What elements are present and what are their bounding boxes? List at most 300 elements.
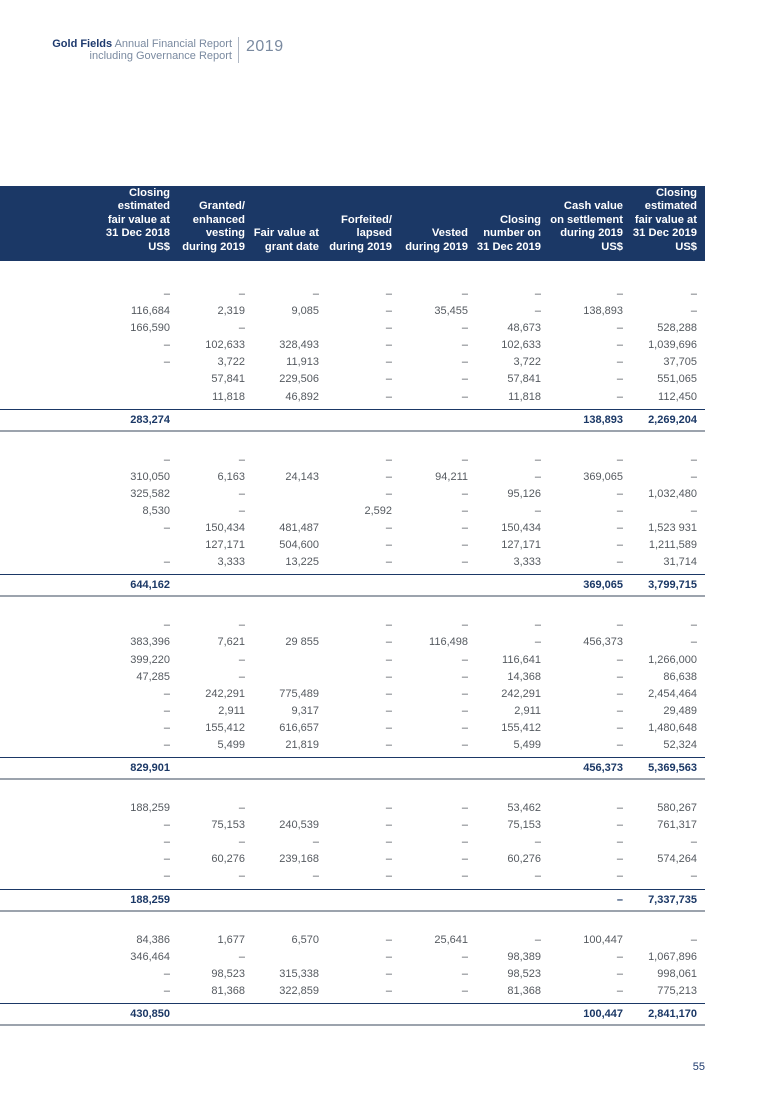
table-cell: – xyxy=(461,950,468,963)
table-cell: – xyxy=(385,687,392,700)
table-cell: 240,539 xyxy=(279,819,319,832)
table-cell: – xyxy=(385,950,392,963)
table-cell: 48,673 xyxy=(507,322,541,335)
group-spacer xyxy=(0,780,705,800)
table-cell: 3,799,715 xyxy=(648,579,697,592)
table-cell: 25,641 xyxy=(434,933,468,946)
table-cell: – xyxy=(616,619,623,632)
table-cell: 75,153 xyxy=(211,819,245,832)
table-cell: – xyxy=(616,522,623,535)
table-cell: 116,641 xyxy=(502,653,541,666)
table-cell: 52,324 xyxy=(663,738,697,751)
table-cell: – xyxy=(616,670,623,683)
table-cell: – xyxy=(238,653,245,666)
table-cell: 5,499 xyxy=(217,738,245,751)
table-cell: – xyxy=(238,453,245,466)
column-header-4: Forfeited/ lapsed during 2019 xyxy=(329,213,392,253)
table-cell: – xyxy=(616,487,623,500)
table-cell: – xyxy=(690,504,697,517)
table-cell: – xyxy=(461,356,468,369)
table-cell: – xyxy=(238,487,245,500)
table-cell: – xyxy=(385,967,392,980)
table-cell: 100,447 xyxy=(583,933,623,946)
table-cell: 127,171 xyxy=(205,539,245,552)
table-cell: 528,288 xyxy=(657,322,697,335)
table-cell: – xyxy=(616,853,623,866)
table-cell: 1,677 xyxy=(217,933,245,946)
table-cell: – xyxy=(616,721,623,734)
table-cell: 81,368 xyxy=(507,984,541,997)
table-cell: – xyxy=(163,453,170,466)
table-cell: – xyxy=(461,687,468,700)
table-cell: – xyxy=(163,721,170,734)
table-cell: – xyxy=(616,704,623,717)
brand-divider xyxy=(238,37,239,63)
table-cell: – xyxy=(690,305,697,318)
table-cell: – xyxy=(238,950,245,963)
table-cell: 84,386 xyxy=(136,933,170,946)
table-cell: 369,065 xyxy=(583,470,623,483)
table-cell: 5,369,563 xyxy=(648,762,697,775)
table-cell: – xyxy=(690,933,697,946)
table-cell: 31,714 xyxy=(663,556,697,569)
table-cell: – xyxy=(385,653,392,666)
table-cell: – xyxy=(238,288,245,300)
table-cell: – xyxy=(238,802,245,815)
table-cell: 37,705 xyxy=(663,356,697,369)
table-cell: – xyxy=(163,339,170,352)
column-header-5: Vested during 2019 xyxy=(405,227,468,253)
table-cell: – xyxy=(385,470,392,483)
table-cell: – xyxy=(616,322,623,335)
table-cell: – xyxy=(163,288,170,300)
table-cell: 580,267 xyxy=(657,802,697,815)
table-header xyxy=(0,186,705,261)
table-cell: 242,291 xyxy=(501,687,541,700)
table-row xyxy=(0,469,705,486)
table-cell: – xyxy=(163,967,170,980)
table-cell: – xyxy=(385,670,392,683)
table-cell: 100,447 xyxy=(583,1007,623,1020)
table-row xyxy=(0,537,705,554)
table-cell: 75,153 xyxy=(507,819,541,832)
table-cell: 188,259 xyxy=(130,893,170,906)
table-cell: – xyxy=(385,933,392,946)
table-cell: – xyxy=(461,738,468,751)
table-cell: – xyxy=(238,322,245,335)
table-row xyxy=(0,669,705,686)
table-cell: 138,893 xyxy=(583,413,623,426)
table-cell: 2,911 xyxy=(514,704,541,717)
table-cell: 242,291 xyxy=(205,687,245,700)
total-row xyxy=(0,889,705,912)
table-cell: – xyxy=(385,836,392,849)
table-cell: – xyxy=(461,670,468,683)
table-cell: 383,396 xyxy=(130,636,170,649)
table-cell: – xyxy=(312,836,319,849)
table-cell: 24,143 xyxy=(285,470,319,483)
table-cell: – xyxy=(385,984,392,997)
table-cell: – xyxy=(385,373,392,386)
table-cell: – xyxy=(163,836,170,849)
table-cell: 2,841,170 xyxy=(648,1007,697,1020)
table-cell: – xyxy=(461,967,468,980)
table-cell: 102,633 xyxy=(501,339,541,352)
table-row xyxy=(0,800,705,817)
table-cell: – xyxy=(690,453,697,466)
table-row xyxy=(0,320,705,337)
page-number: 55 xyxy=(692,1061,705,1073)
table-cell: 57,841 xyxy=(211,373,245,386)
table-row xyxy=(0,851,705,868)
table-cell: – xyxy=(163,984,170,997)
table-cell: 775,213 xyxy=(657,984,697,997)
table-cell: – xyxy=(690,470,697,483)
table-cell: – xyxy=(690,619,697,632)
table-cell: 11,818 xyxy=(212,390,245,403)
table-cell: – xyxy=(461,522,468,535)
table-cell: 1,039,696 xyxy=(648,339,697,352)
brand-line-1 xyxy=(40,38,232,50)
table-cell: 60,276 xyxy=(211,853,245,866)
table-cell: 616,657 xyxy=(279,721,319,734)
table-cell: – xyxy=(616,984,623,997)
table-cell: – xyxy=(616,967,623,980)
table-row xyxy=(0,520,705,537)
column-header-2: Granted/ enhanced vesting during 2019 xyxy=(182,200,245,253)
table-cell: – xyxy=(385,487,392,500)
table-cell: – xyxy=(385,738,392,751)
table-cell: – xyxy=(385,636,392,649)
table-cell: 315,338 xyxy=(279,967,319,980)
table-cell: 98,523 xyxy=(211,967,245,980)
table-cell: 2,454,464 xyxy=(648,687,697,700)
table-row xyxy=(0,389,705,406)
table-cell: 1,266,000 xyxy=(648,653,697,666)
column-header-8: Closing estimated fair value at 31 Dec 2019 US$ xyxy=(632,186,697,253)
table-cell: – xyxy=(616,288,623,300)
table-cell: – xyxy=(616,893,623,906)
table-cell: 829,901 xyxy=(130,762,170,775)
table-cell: 229,506 xyxy=(279,373,319,386)
table-cell: – xyxy=(385,853,392,866)
table-cell: – xyxy=(385,721,392,734)
column-header-6: Closing number on 31 Dec 2019 xyxy=(476,213,541,253)
table-cell: 1,480,648 xyxy=(648,721,697,734)
group-spacer xyxy=(0,912,705,932)
table-cell: – xyxy=(461,487,468,500)
table-row xyxy=(0,634,705,651)
table-cell: 574,264 xyxy=(657,853,697,866)
table-cell: 2,911 xyxy=(218,704,245,717)
table-cell: – xyxy=(534,870,541,883)
table-cell: – xyxy=(385,356,392,369)
group-spacer xyxy=(0,597,705,617)
table-cell: 399,220 xyxy=(130,653,170,666)
table-cell: 57,841 xyxy=(507,373,541,386)
table-cell: – xyxy=(385,288,392,300)
table-cell: 644,162 xyxy=(130,579,170,592)
table-cell: 2,592 xyxy=(364,504,392,517)
table-cell: 138,893 xyxy=(583,305,623,318)
table-cell: – xyxy=(312,870,319,883)
table-cell: – xyxy=(690,636,697,649)
column-header-7: Cash value on settlement during 2019 US$ xyxy=(550,200,623,253)
table-cell: – xyxy=(616,556,623,569)
table-cell: – xyxy=(461,322,468,335)
table-cell: – xyxy=(534,453,541,466)
table-cell: – xyxy=(385,539,392,552)
table-cell: – xyxy=(534,470,541,483)
table-cell: – xyxy=(690,870,697,883)
table-cell: 98,523 xyxy=(507,967,541,980)
table-cell: – xyxy=(385,870,392,883)
table-cell: – xyxy=(616,339,623,352)
table-cell: 322,859 xyxy=(279,984,319,997)
table-row xyxy=(0,686,705,703)
brand-line-2: including Governance Report xyxy=(89,50,232,62)
table-row xyxy=(0,652,705,669)
table-cell: – xyxy=(163,870,170,883)
table-row xyxy=(0,720,705,737)
table-cell: 6,570 xyxy=(291,933,319,946)
table-cell: – xyxy=(616,819,623,832)
table-cell: – xyxy=(385,453,392,466)
table-cell: – xyxy=(385,819,392,832)
table-cell: – xyxy=(616,373,623,386)
table-cell: 310,050 xyxy=(130,470,170,483)
table-cell: – xyxy=(238,504,245,517)
table-row xyxy=(0,371,705,388)
table-cell: – xyxy=(461,504,468,517)
table-cell: – xyxy=(534,504,541,517)
table-cell: 7,621 xyxy=(217,636,245,649)
table-body xyxy=(0,286,705,1026)
table-cell: 5,499 xyxy=(513,738,541,751)
table-cell: 481,487 xyxy=(279,522,319,535)
table-cell: – xyxy=(461,373,468,386)
table-cell: 775,489 xyxy=(279,687,319,700)
table-cell: – xyxy=(461,819,468,832)
table-cell: – xyxy=(534,619,541,632)
table-cell: – xyxy=(385,339,392,352)
table-cell: 2,319 xyxy=(217,305,245,318)
table-cell: – xyxy=(238,619,245,632)
table-cell: 430,850 xyxy=(130,1007,170,1020)
table-row xyxy=(0,286,705,303)
table-cell: 29,489 xyxy=(663,704,697,717)
table-cell: 6,163 xyxy=(217,470,245,483)
total-row xyxy=(0,757,705,780)
table-cell: – xyxy=(616,504,623,517)
table-cell: 150,434 xyxy=(501,522,541,535)
table-cell: – xyxy=(163,522,170,535)
table-cell: – xyxy=(385,522,392,535)
table-cell: 35,455 xyxy=(434,305,468,318)
table-row xyxy=(0,737,705,754)
table-cell: – xyxy=(163,853,170,866)
table-cell: – xyxy=(616,356,623,369)
table-cell: 2,269,204 xyxy=(648,413,697,426)
table-cell: – xyxy=(461,339,468,352)
table-cell: 116,684 xyxy=(131,305,170,318)
table-cell: – xyxy=(534,636,541,649)
table-cell: 761,317 xyxy=(657,819,697,832)
table-cell: – xyxy=(163,704,170,717)
table-cell: 456,373 xyxy=(583,636,623,649)
table-cell: – xyxy=(690,836,697,849)
total-row xyxy=(0,409,705,432)
table-cell: 346,464 xyxy=(130,950,170,963)
table-cell: – xyxy=(616,738,623,751)
table-cell: – xyxy=(616,836,623,849)
table-row xyxy=(0,354,705,371)
table-row xyxy=(0,703,705,720)
table-cell: – xyxy=(616,950,623,963)
table-cell: 102,633 xyxy=(205,339,245,352)
table-row xyxy=(0,868,705,885)
table-cell: – xyxy=(461,721,468,734)
table-cell: – xyxy=(461,288,468,300)
total-row xyxy=(0,1003,705,1026)
table-cell: – xyxy=(690,288,697,300)
table-cell: – xyxy=(616,802,623,815)
table-cell: – xyxy=(461,802,468,815)
table-cell: – xyxy=(616,687,623,700)
table-cell: 98,389 xyxy=(507,950,541,963)
table-cell: 11,818 xyxy=(508,390,541,403)
table-cell: 1,523 931 xyxy=(648,522,697,535)
table-cell: 8,530 xyxy=(142,504,170,517)
table-cell: 29 855 xyxy=(285,636,319,649)
table-row xyxy=(0,617,705,634)
total-row xyxy=(0,574,705,597)
table-cell: 53,462 xyxy=(507,802,541,815)
table-cell: 3,722 xyxy=(217,356,245,369)
table-row xyxy=(0,303,705,320)
table-row xyxy=(0,932,705,949)
table-cell: 328,493 xyxy=(279,339,319,352)
table-cell: 551,065 xyxy=(657,373,697,386)
table-cell: – xyxy=(163,556,170,569)
table-cell: 155,412 xyxy=(501,721,541,734)
table-cell: 9,085 xyxy=(291,305,319,318)
table-cell: – xyxy=(385,619,392,632)
table-cell: 47,285 xyxy=(136,670,170,683)
table-cell: 998,061 xyxy=(657,967,697,980)
table-cell: – xyxy=(385,704,392,717)
table-cell: 3,333 xyxy=(513,556,541,569)
table-cell: – xyxy=(461,653,468,666)
table-cell: – xyxy=(163,356,170,369)
table-cell: 86,638 xyxy=(663,670,697,683)
table-cell: – xyxy=(385,802,392,815)
table-cell: – xyxy=(461,453,468,466)
table-cell: 1,067,896 xyxy=(648,950,697,963)
table-cell: – xyxy=(616,453,623,466)
table-cell: – xyxy=(616,653,623,666)
table-cell: – xyxy=(238,836,245,849)
table-cell: 81,368 xyxy=(211,984,245,997)
table-cell: 155,412 xyxy=(205,721,245,734)
table-cell: – xyxy=(385,305,392,318)
table-cell: 21,819 xyxy=(285,738,319,751)
table-cell: 95,126 xyxy=(507,487,541,500)
table-cell: 239,168 xyxy=(279,853,319,866)
table-cell: – xyxy=(385,322,392,335)
table-cell: – xyxy=(461,556,468,569)
table-cell: – xyxy=(616,390,623,403)
table-cell: 116,498 xyxy=(429,636,468,649)
table-row xyxy=(0,949,705,966)
table-cell: 3,333 xyxy=(217,556,245,569)
table-row xyxy=(0,337,705,354)
table-cell: 11,913 xyxy=(286,356,319,369)
table-cell: 166,590 xyxy=(130,322,170,335)
table-cell: – xyxy=(534,836,541,849)
column-header-1: Closing estimated fair value at 31 Dec 2018 US$ xyxy=(105,186,170,253)
table-cell: – xyxy=(238,870,245,883)
table-cell: 60,276 xyxy=(507,853,541,866)
table-cell: – xyxy=(616,870,623,883)
table-cell: 188,259 xyxy=(130,802,170,815)
report-year: 2019 xyxy=(246,38,284,55)
table-cell: – xyxy=(461,619,468,632)
table-cell: – xyxy=(534,933,541,946)
table-cell: – xyxy=(238,670,245,683)
table-row xyxy=(0,554,705,571)
table-cell: – xyxy=(163,687,170,700)
table-cell: 283,274 xyxy=(130,413,170,426)
table-cell: 9,317 xyxy=(291,704,319,717)
table-cell: – xyxy=(461,390,468,403)
table-row xyxy=(0,486,705,503)
table-cell: 46,892 xyxy=(285,390,319,403)
brand-title: Annual Financial Report xyxy=(114,38,232,50)
table-cell: 7,337,735 xyxy=(648,893,697,906)
table-cell: 127,171 xyxy=(501,539,541,552)
table-cell: 504,600 xyxy=(279,539,319,552)
table-cell: – xyxy=(534,305,541,318)
table-cell: – xyxy=(461,853,468,866)
table-row xyxy=(0,817,705,834)
table-cell: – xyxy=(461,836,468,849)
table-cell: – xyxy=(461,704,468,717)
table-row xyxy=(0,452,705,469)
table-cell: 3,722 xyxy=(513,356,541,369)
column-header-3: Fair value at grant date xyxy=(253,227,319,253)
table-row xyxy=(0,503,705,520)
table-cell: – xyxy=(385,556,392,569)
table-cell: – xyxy=(385,390,392,403)
table-cell: 1,211,589 xyxy=(648,539,697,552)
table-cell: 150,434 xyxy=(205,522,245,535)
table-cell: 369,065 xyxy=(583,579,623,592)
table-cell: – xyxy=(461,984,468,997)
table-cell: 1,032,480 xyxy=(648,487,697,500)
table-cell: – xyxy=(163,619,170,632)
group-spacer xyxy=(0,432,705,452)
table-row xyxy=(0,834,705,851)
table-cell: – xyxy=(534,288,541,300)
table-cell: 94,211 xyxy=(435,470,468,483)
table-cell: – xyxy=(461,870,468,883)
table-cell: – xyxy=(461,539,468,552)
table-cell: 456,373 xyxy=(583,762,623,775)
table-row xyxy=(0,983,705,1000)
table-cell: – xyxy=(312,288,319,300)
table-cell: 13,225 xyxy=(285,556,319,569)
